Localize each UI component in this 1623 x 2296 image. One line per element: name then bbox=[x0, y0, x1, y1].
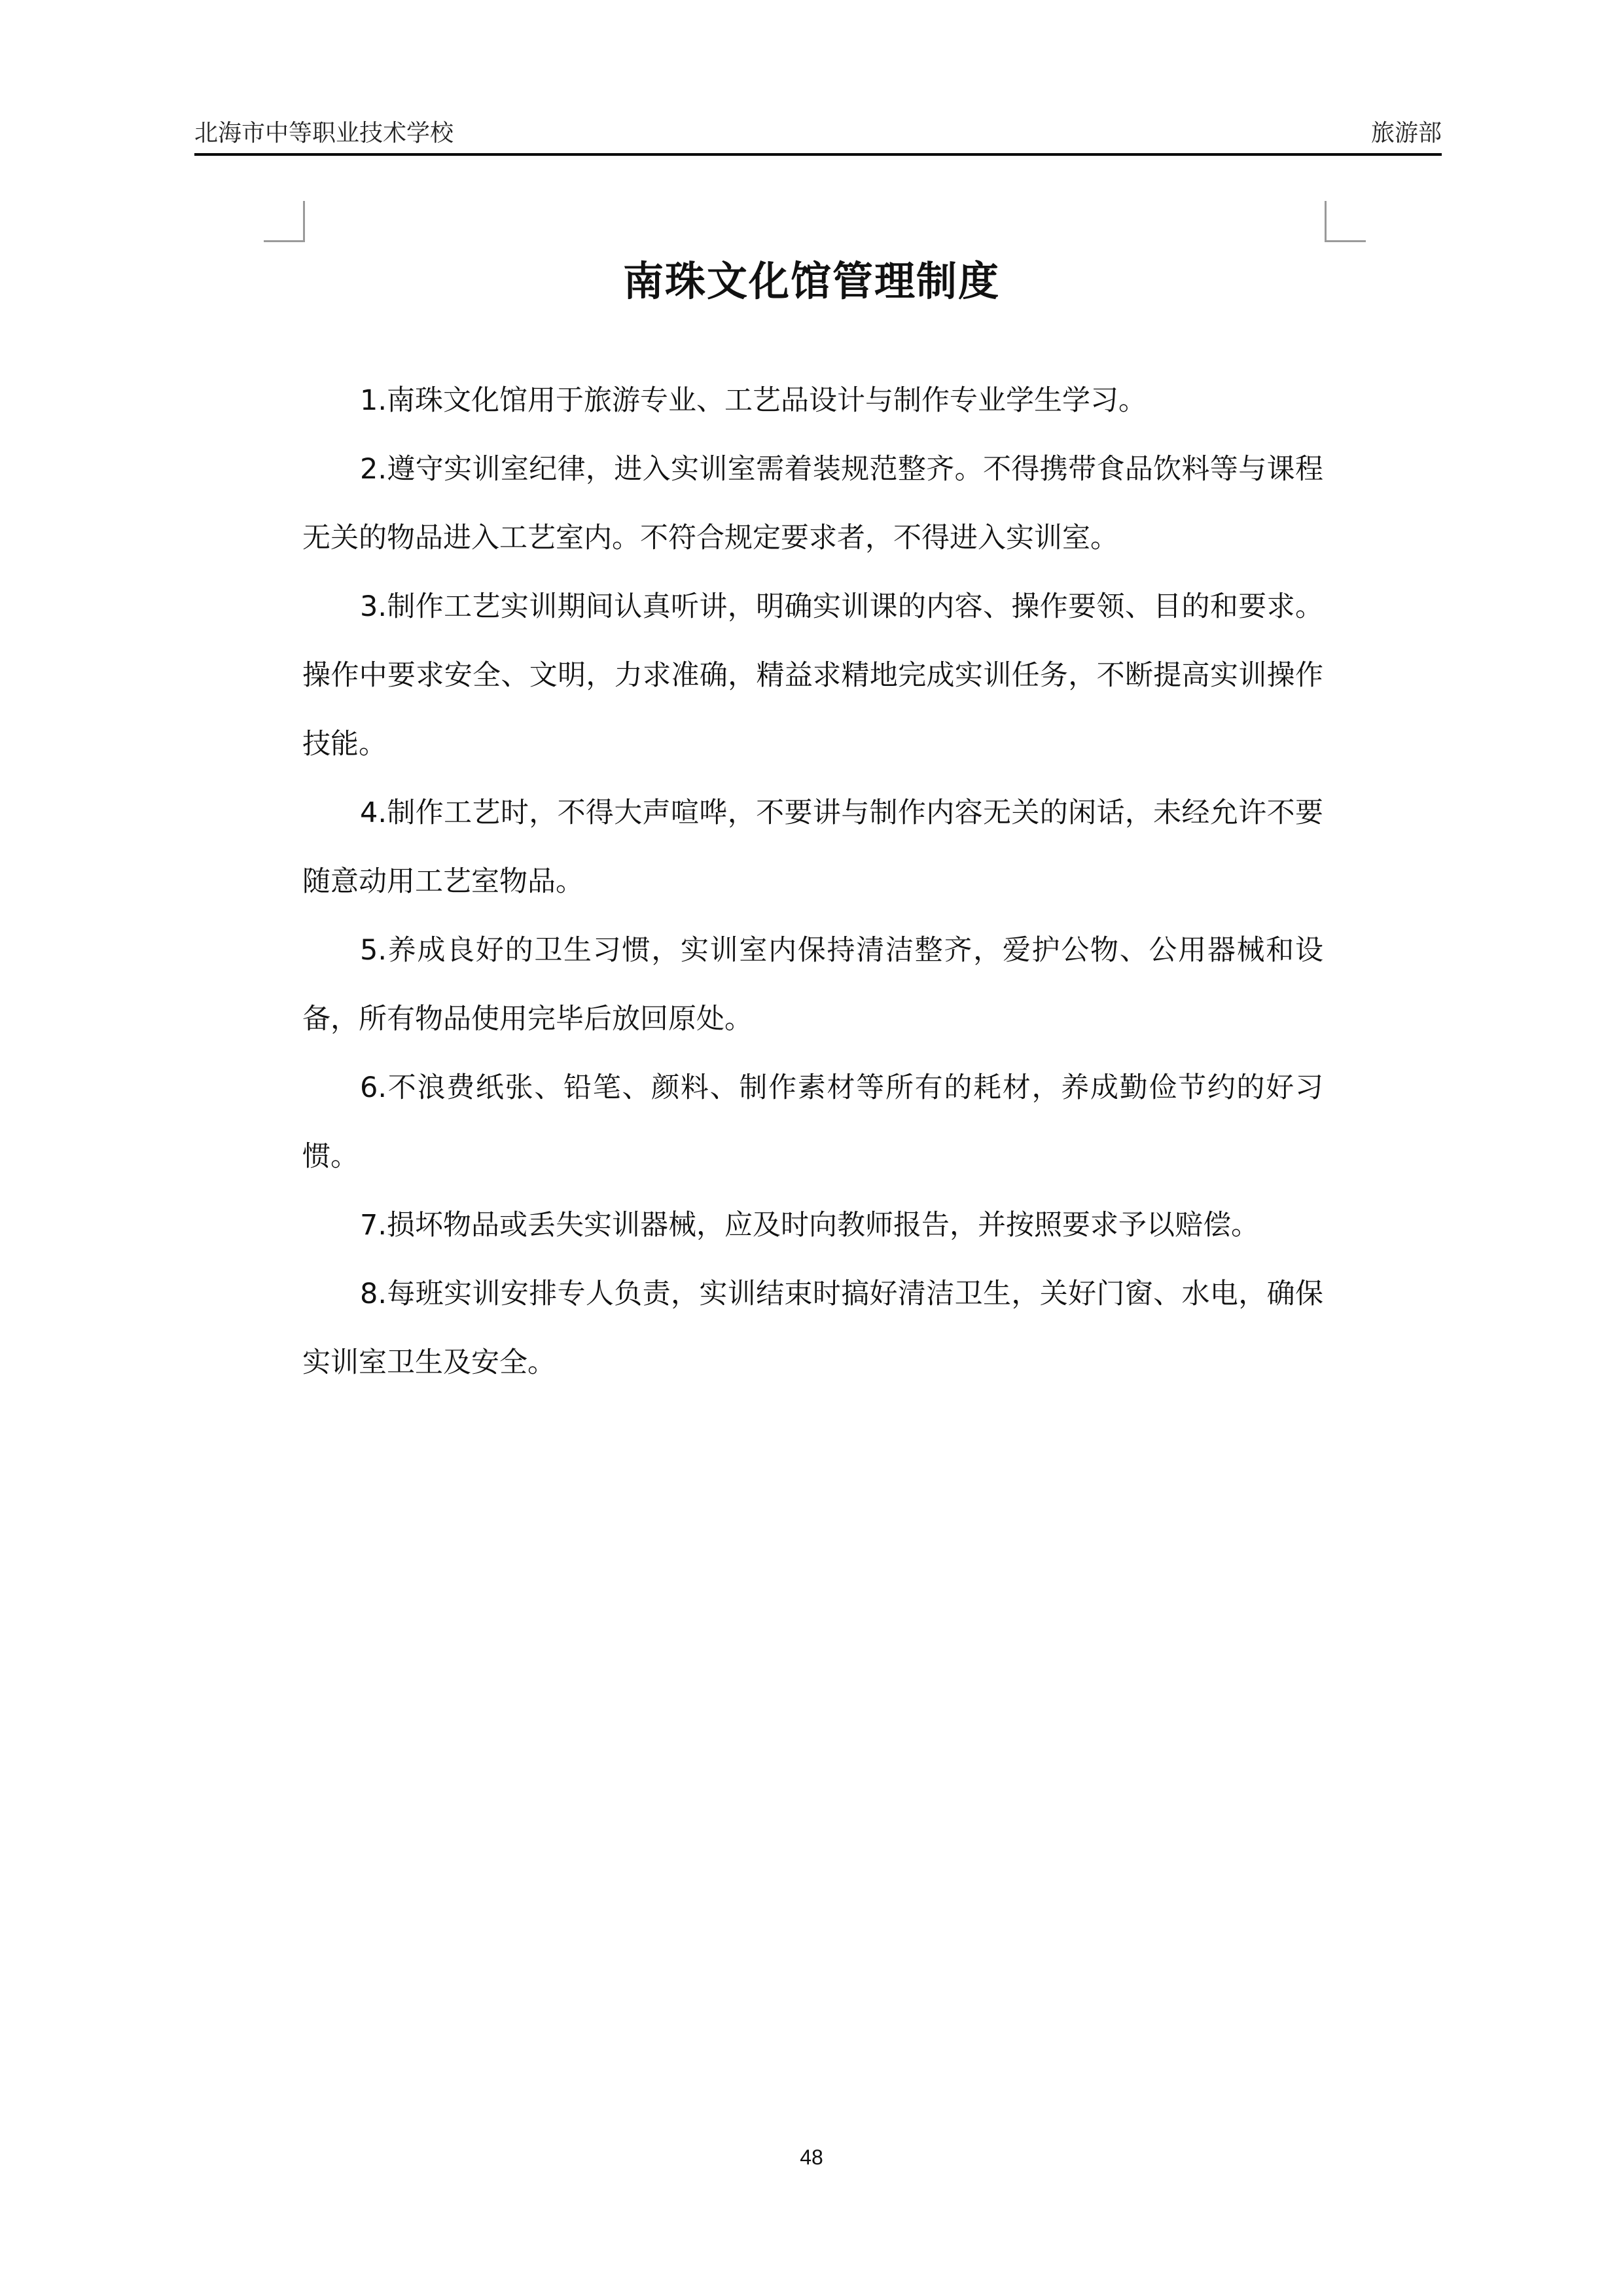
crop-mark-top-right bbox=[1325, 201, 1366, 242]
rule-paragraph: 8.每班实训安排专人负责，实训结束时搞好清洁卫生，关好门窗、水电，确保实训室卫生及安全。 bbox=[302, 1278, 1323, 1379]
rules-body bbox=[302, 367, 1323, 1397]
rule-paragraph: 1.南珠文化馆用于旅游专业、工艺品设计与制作专业学生学习。 bbox=[360, 384, 1147, 417]
page-header bbox=[194, 113, 1442, 156]
rule-paragraph: 6.不浪费纸张、铅笔、颜料、制作素材等所有的耗材，养成勤俭节约的好习惯。 bbox=[302, 1071, 1323, 1173]
rule-paragraph: 3.制作工艺实训期间认真听讲，明确实训课的内容、操作要领、目的和要求。操作中要求安全、文明，力求准确，精益求精地完成实训任务，不断提高实训操作技能。 bbox=[302, 590, 1323, 761]
page-number: 48 bbox=[800, 2145, 823, 2169]
document-title: 南珠文化馆管理制度 bbox=[622, 257, 1000, 305]
header-school-name: 北海市中等职业技术学校 bbox=[194, 120, 454, 147]
crop-mark-top-left bbox=[264, 201, 305, 242]
rule-paragraph: 7.损坏物品或丢失实训器械，应及时向教师报告，并按照要求予以赔偿。 bbox=[360, 1209, 1260, 1242]
rule-paragraph: 4.制作工艺时，不得大声喧哗，不要讲与制作内容无关的闲话，未经允许不要随意动用工艺室物品。 bbox=[302, 797, 1323, 898]
header-department: 旅游部 bbox=[1370, 120, 1442, 147]
rule-paragraph: 2.遵守实训室纪律，进入实训室需着装规范整齐。不得携带食品饮料等与课程无关的物品进入工艺室内。不符合规定要求者，不得进入实训室。 bbox=[302, 453, 1323, 554]
rule-paragraph: 5.养成良好的卫生习惯，实训室内保持清洁整齐，爱护公物、公用器械和设备，所有物品使用完毕后放回原处。 bbox=[302, 934, 1323, 1035]
